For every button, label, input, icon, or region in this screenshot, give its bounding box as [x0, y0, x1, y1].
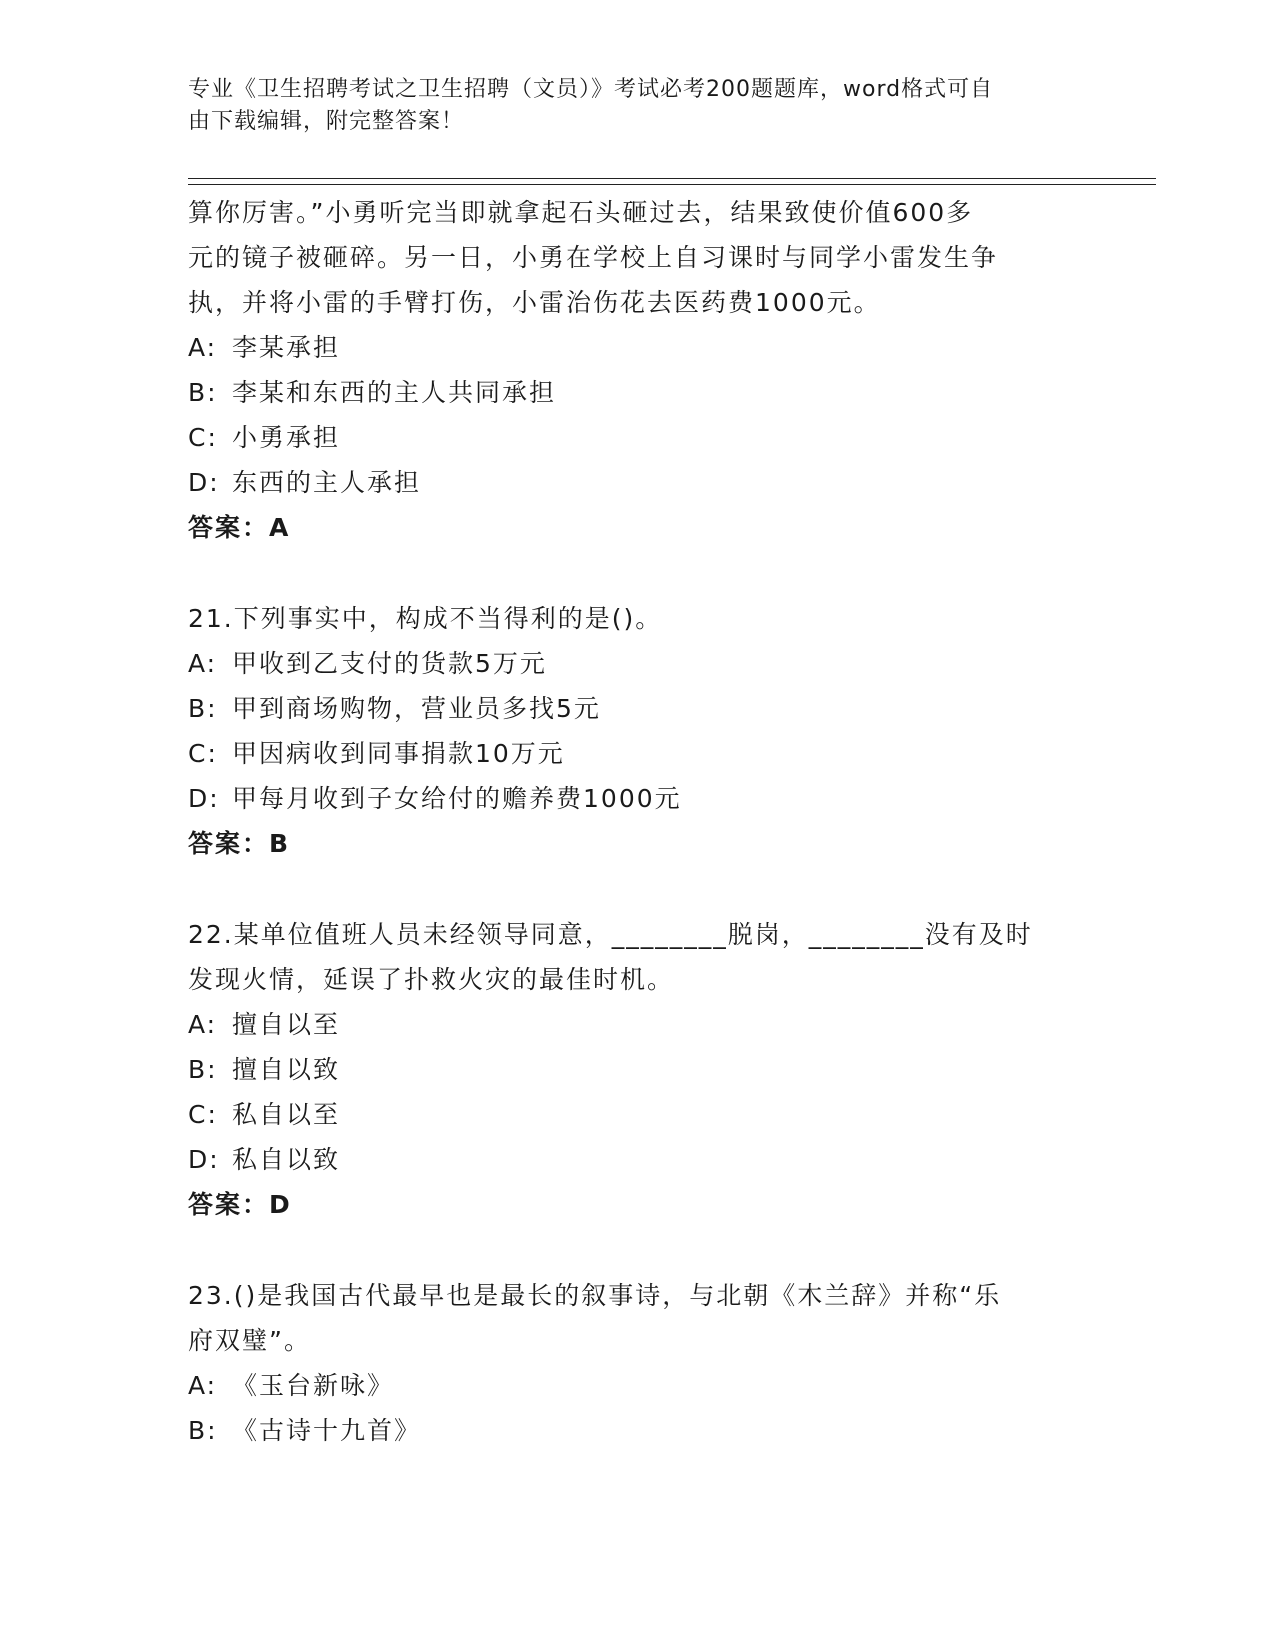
question-stem-line: 算你厉害。”小勇听完当即就拿起石头砸过去，结果致使价值600多 — [188, 198, 974, 227]
question-20 — [188, 190, 1088, 550]
option-a: A: 《玉台新咏》 — [188, 1371, 395, 1400]
option-c: C: 甲因病收到同事捐款10万元 — [188, 739, 565, 768]
option-d: D: 东西的主人承担 — [188, 468, 422, 497]
header-line-2: 由下载编辑，附完整答案！ — [188, 109, 465, 134]
question-stem-line: 府双璧”。 — [188, 1326, 311, 1355]
question-list — [188, 190, 1088, 1453]
header-line-1: 专业《卫生招聘考试之卫生招聘（文员）》考试必考200题题库，word格式可自 — [188, 77, 994, 102]
option-c: C: 小勇承担 — [188, 423, 341, 452]
question-stem-line: 元的镜子被砸碎。另一日，小勇在学校上自习课时与同学小雷发生争 — [188, 243, 999, 272]
option-a: A: 擅自以至 — [188, 1010, 341, 1039]
answer: 答案：B — [188, 829, 291, 858]
document-header — [188, 74, 1068, 138]
option-c: C: 私自以至 — [188, 1100, 341, 1129]
header-divider-bottom — [188, 184, 1156, 185]
answer: 答案：D — [188, 1190, 292, 1219]
option-b: B: 甲到商场购物，营业员多找5元 — [188, 694, 601, 723]
question-23 — [188, 1273, 1088, 1453]
question-22 — [188, 912, 1088, 1227]
option-b: B: 《古诗十九首》 — [188, 1416, 422, 1445]
header-divider-top — [188, 178, 1156, 179]
question-stem-line: 23.()是我国古代最早也是最长的叙事诗，与北朝《木兰辞》并称“乐 — [188, 1281, 1002, 1310]
option-b: B: 擅自以致 — [188, 1055, 341, 1084]
question-stem-line: 21.下列事实中，构成不当得利的是()。 — [188, 604, 663, 633]
answer: 答案：A — [188, 513, 291, 542]
question-stem-line: 22.某单位值班人员未经领导同意，________脱岗，________没有及时 — [188, 920, 1033, 949]
question-stem-line: 执，并将小雷的手臂打伤，小雷治伤花去医药费1000元。 — [188, 288, 881, 317]
option-b: B: 李某和东西的主人共同承担 — [188, 378, 557, 407]
option-d: D: 甲每月收到子女给付的赡养费1000元 — [188, 784, 682, 813]
option-d: D: 私自以致 — [188, 1145, 341, 1174]
question-stem-line: 发现火情，延误了扑救火灾的最佳时机。 — [188, 965, 675, 994]
question-21 — [188, 596, 1088, 866]
option-a: A: 李某承担 — [188, 333, 341, 362]
option-a: A: 甲收到乙支付的货款5万元 — [188, 649, 547, 678]
